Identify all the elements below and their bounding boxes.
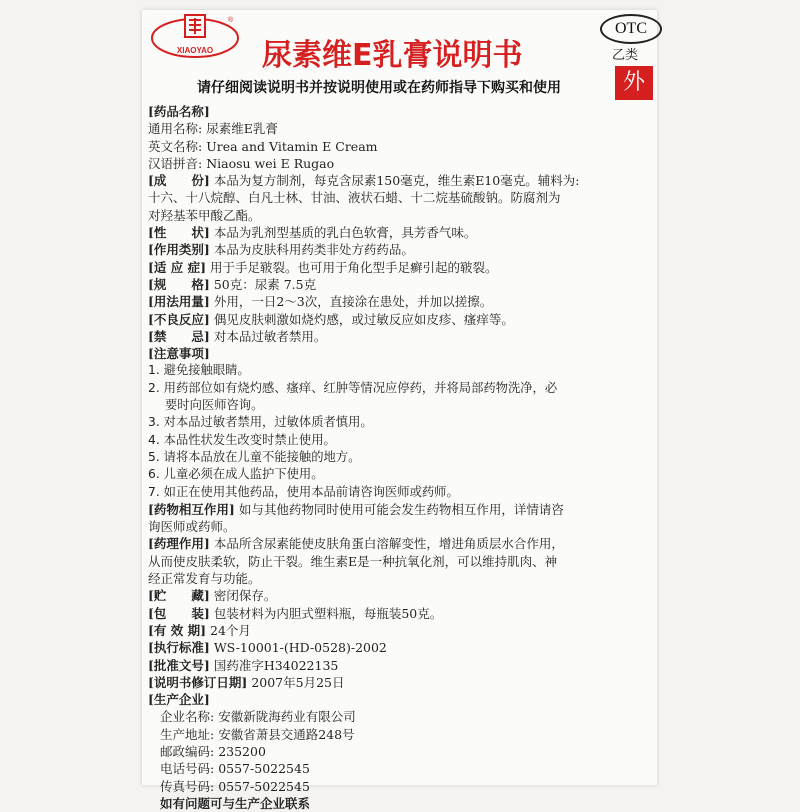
pharmacology-text: 从而使皮肤柔软，防止干裂。维生素E是一种抗氧化剂，可以维持肌肉、神 (148, 553, 558, 569)
spec-value: 50克：尿素 7.5克 (213, 276, 317, 292)
document-title: 尿素维E乳膏说明书 (262, 38, 523, 73)
list-item: 3. 对本品过敏者禁用，过敏体质者慎用。 (148, 415, 373, 430)
approval-value: 国药准字H34022135 (213, 657, 339, 673)
storage-label: [贮 藏] (148, 588, 210, 604)
notes-list (148, 362, 653, 500)
interaction-text: 询医师或药师。 (148, 519, 236, 535)
spec-label: [规 格] (148, 276, 210, 292)
usage-warning: 请仔细阅读说明书并按说明使用或在药师指导下购买和使用 (197, 80, 561, 96)
address-value: 安徽省萧县交通路248号 (218, 726, 355, 742)
revision-value: 2007年5月25日 (251, 674, 345, 690)
company-name-value: 安徽新陇海药业有限公司 (218, 709, 356, 725)
list-item: 2. 用药部位如有烧灼感、瘙痒、红肿等情况应停药，并将局部药物洗净，必 (148, 380, 558, 395)
company-name-label: 企业名称: (160, 709, 215, 725)
otc-badge: OTC (600, 14, 662, 44)
generic-name-label: 通用名称: (148, 121, 203, 137)
character-label: [性 状] (148, 225, 210, 241)
otc-class-label: 乙类 (612, 48, 639, 63)
category-label: [作用类别] (148, 242, 210, 258)
pinyin-value: Niaosu wei E Rugao (206, 155, 335, 171)
character-value: 本品为乳剂型基质的乳白色软膏，具芳香气味。 (213, 225, 477, 241)
manufacturer-info (148, 708, 653, 812)
svg-text:®: ® (228, 17, 234, 24)
leaflet-content (148, 103, 653, 812)
svg-text:XIAOYAO: XIAOYAO (176, 46, 214, 55)
adverse-label: [不良反应] (148, 311, 210, 327)
pharmacology-text: 本品所含尿素能使皮肤角蛋白溶解变性，增进角质层水合作用， (213, 536, 564, 552)
validity-value: 24个月 (210, 622, 251, 638)
pinyin-label: 汉语拼音: (148, 155, 203, 171)
approval-label: [批准文号] (148, 657, 210, 673)
composition-label: [成 份] (148, 173, 210, 189)
list-item: 7. 如正在使用其他药品，使用本品前请咨询医师或药师。 (148, 484, 459, 499)
contraindication-label: [禁 忌] (148, 328, 210, 344)
package-label: [包 装] (148, 605, 210, 621)
indication-value: 用于手足皲裂。也可用于角化型手足癣引起的皲裂。 (210, 259, 498, 275)
adverse-value: 偶见皮肤刺激如烧灼感，或过敏反应如皮疹、瘙痒等。 (213, 311, 514, 327)
phone-value: 0557-5022545 (218, 761, 310, 777)
revision-label: [说明书修订日期] (148, 674, 248, 690)
indication-label: [适 应 症] (148, 259, 207, 275)
list-item: 4. 本品性状发生改变时禁止使用。 (148, 432, 336, 447)
interaction-label: [药物相互作用] (148, 501, 235, 517)
usage-label: [用法用量] (148, 294, 210, 310)
list-item: 5. 请将本品放在儿童不能接触的地方。 (148, 449, 361, 464)
generic-name-value: 尿素维E乳膏 (206, 121, 278, 137)
composition-text: 对羟基苯甲酸乙酯。 (148, 207, 261, 223)
standard-label: [执行标准] (148, 640, 210, 656)
list-item: 要时向医师咨询。 (165, 398, 264, 413)
company-logo (150, 12, 240, 60)
phone-label: 电话号码: (160, 761, 215, 777)
notes-label: [注意事项] (148, 346, 210, 362)
validity-label: [有 效 期] (148, 622, 207, 638)
composition-text: 本品为复方制剂，每克含尿素150毫克，维生素E10毫克。辅料为: (213, 173, 580, 189)
fax-value: 0557-5022545 (218, 778, 310, 794)
manufacturer-label: [生产企业] (148, 692, 210, 708)
section-label: [药品名称] (148, 104, 210, 119)
address-label: 生产地址: (160, 726, 215, 742)
fax-label: 传真号码: (160, 778, 215, 794)
interaction-text: 如与其他药物同时使用可能会发生药物相互作用，详情请咨 (238, 501, 564, 517)
composition-text: 十六、十八烷醇、白凡士林、甘油、液状石蜡、十二烷基硫酸钠。防腐剂为 (148, 190, 561, 206)
pharmacology-text: 经正常发育与功能。 (148, 571, 261, 587)
external-use-badge: 外 (615, 66, 653, 100)
postcode-label: 邮政编码: (160, 743, 215, 759)
package-value: 包装材料为内胆式塑料瓶，每瓶装50克。 (213, 605, 443, 621)
contact-note: 如有问题可与生产企业联系 (160, 795, 311, 811)
standard-value: WS-10001-(HD-0528)-2002 (213, 640, 387, 656)
pharmacology-label: [药理作用] (148, 536, 210, 552)
english-name-value: Urea and Vitamin E Cream (206, 138, 378, 154)
category-value: 本品为皮肤科用药类非处方药药品。 (213, 242, 414, 258)
list-item: 1. 避免接触眼睛。 (148, 363, 250, 378)
postcode-value: 235200 (218, 743, 266, 759)
list-item: 6. 儿童必须在成人监护下使用。 (148, 467, 324, 482)
usage-value: 外用，一日2～3次，直接涂在患处，并加以搓擦。 (213, 294, 493, 310)
english-name-label: 英文名称: (148, 138, 203, 154)
contraindication-value: 对本品过敏者禁用。 (213, 328, 327, 344)
storage-value: 密闭保存。 (213, 588, 277, 604)
